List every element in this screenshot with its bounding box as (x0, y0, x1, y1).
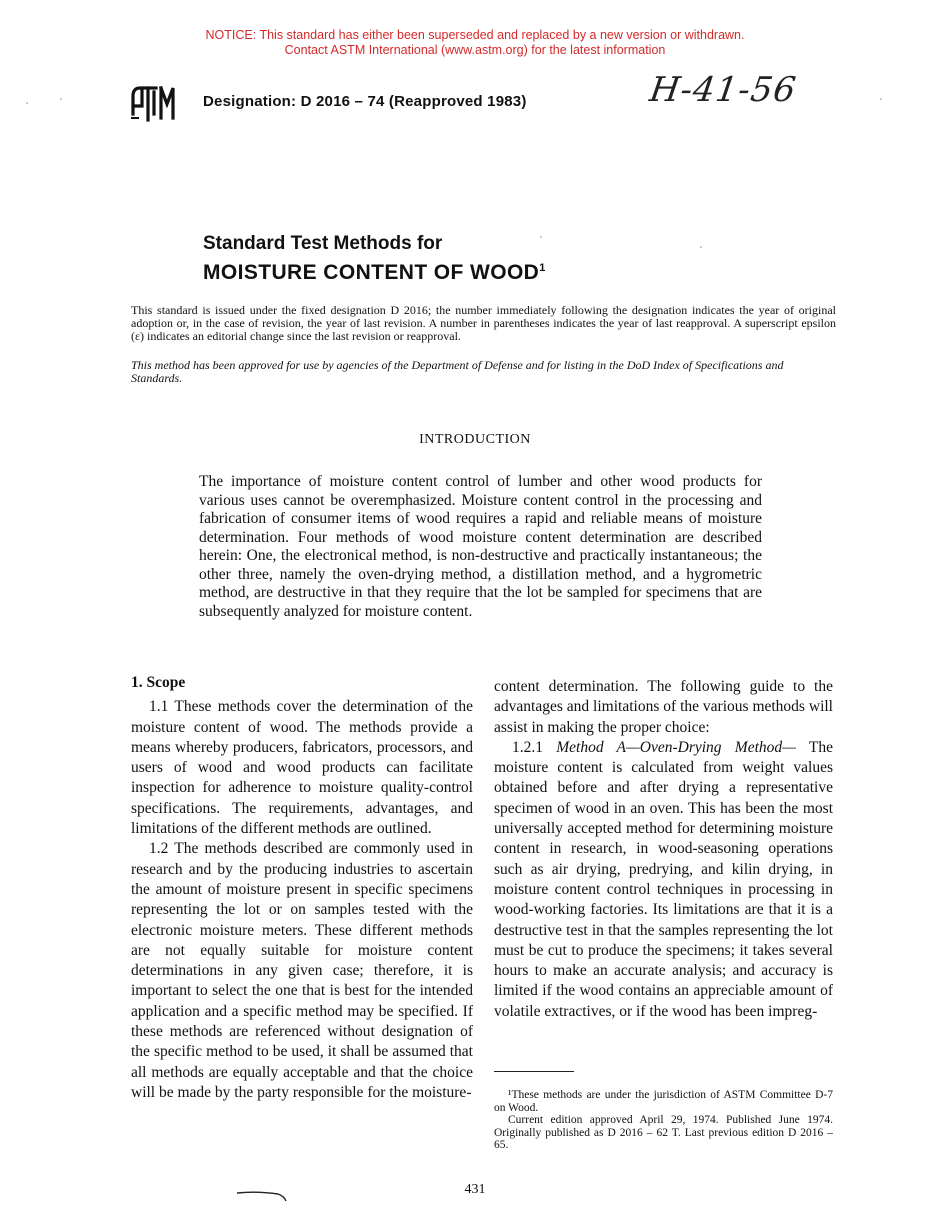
introduction-heading: INTRODUCTION (419, 432, 531, 447)
scan-speck (60, 98, 62, 100)
scan-speck (700, 246, 702, 248)
title-line-1: Standard Test Methods for (203, 233, 443, 254)
paragraph-1-2-1-text: The moisture content is calculated from weight values obtained before and after drying a representative specimen of wood in an oven. This has been the most universally accepted method for determining moisture content in research, in wood-seasoning operations such as air drying, predrying, and kilin drying, in moisture content control techniques in processing in wood-working factories. Its limitations are that it is a destructive test in that the samples representing the lot must be cut to produce the specimens; it takes several hours to make an accurate analysis; and accuracy is limited if the wood contains an appreciable amount of volatile extractives, or if the wood has been impreg- (494, 738, 833, 1020)
pen-mark (236, 1188, 288, 1202)
paragraph-1-2: 1.2 The methods described are commonly used in research and by the producing industries to ascertain the amount of moisture present in specific specimens representing the lot or on samples tested with the electronic moisture meters. These different methods are not equally suitable for moisture content determinations in any given case; therefore, it is important to select the one that is best for the intended application and a specific method may be specified. If these methods are referenced without designation of the specific method to be used, it shall be assumed that all methods are equally acceptable and that the choice will be made by the party responsible for the moisture- (131, 840, 473, 1101)
footnote-divider (494, 1071, 574, 1072)
footnotes (494, 1089, 833, 1152)
right-column (494, 677, 833, 1022)
paragraph-1-2-1 (494, 738, 833, 1022)
notice-line-2: Contact ASTM International (www.astm.org) for the latest information (284, 43, 666, 57)
paragraph-1-1: 1.1 These methods cover the determination of the moisture content of wood. The methods provide a means whereby producers, fabricators, processors, and users of wood and wood products can facilitate inspection for adherence to moisture quality-control specifications. The requirements, advantages, and limitations of the different methods are outlined. (131, 698, 473, 838)
handwritten-note: H-41-56 (647, 70, 799, 110)
title-line-2 (203, 261, 546, 285)
scan-speck (26, 102, 28, 104)
paragraph-1-2-1-title: Method A—Oven-Drying Method— (556, 738, 796, 756)
footnote-1: ¹These methods are under the jurisdiction of ASTM Committee D-7 on Wood. (494, 1089, 833, 1114)
scan-speck (540, 236, 542, 238)
page-number: 431 (464, 1182, 486, 1197)
designation: Designation: D 2016 – 74 (Reapproved 1983) (203, 93, 527, 110)
astm-logo (130, 84, 188, 122)
left-column (131, 673, 473, 1103)
title-main: MOISTURE CONTENT OF WOOD (203, 261, 540, 284)
paragraph-1-2-1-number: 1.2.1 (512, 738, 543, 756)
paragraph-1-2-continued: content determination. The following guide to the advantages and limitations of the various methods will assist in making the proper choice: (494, 678, 833, 736)
notice-line-1: NOTICE: This standard has either been superseded and replaced by a new version or withdrawn. (205, 28, 745, 42)
standard-note: This standard is issued under the fixed designation D 2016; the number immediately following the designation indicates the year of original adoption or, in the case of revision, the year of last revision. A number in parentheses indicates the year of last reapproval. A superscript epsilon (ε) indicates an editorial change since the last revision or reapproval. (131, 303, 836, 343)
approval-note: This method has been approved for use by agencies of the Department of Defense and for listing in the DoD Index of Specifications and Standards. (131, 358, 784, 385)
footnote-2: Current edition approved April 29, 1974. Published June 1974. Originally published as D 2016 – 62 T. Last previous edition D 2016 – 65. (494, 1114, 833, 1151)
introduction-text: The importance of moisture content control of lumber and other wood products for various uses cannot be overemphasized. Moisture content control in the processing and fabrication of consumer items of wood requires a rapid and reliable means of moisture determination. Four methods of wood moisture content determination are described herein: One, the electronical method, is non-destructive and practically instantaneous; the other three, namely the oven-drying method, a distillation method, and a hygrometric method, are destructive in that they require that the lot be sampled for specimens that are subsequently analyzed for moisture content. (199, 473, 762, 620)
title-footnote-mark: 1 (539, 262, 546, 274)
scope-heading: 1. Scope (131, 674, 186, 691)
scan-speck (880, 98, 882, 100)
